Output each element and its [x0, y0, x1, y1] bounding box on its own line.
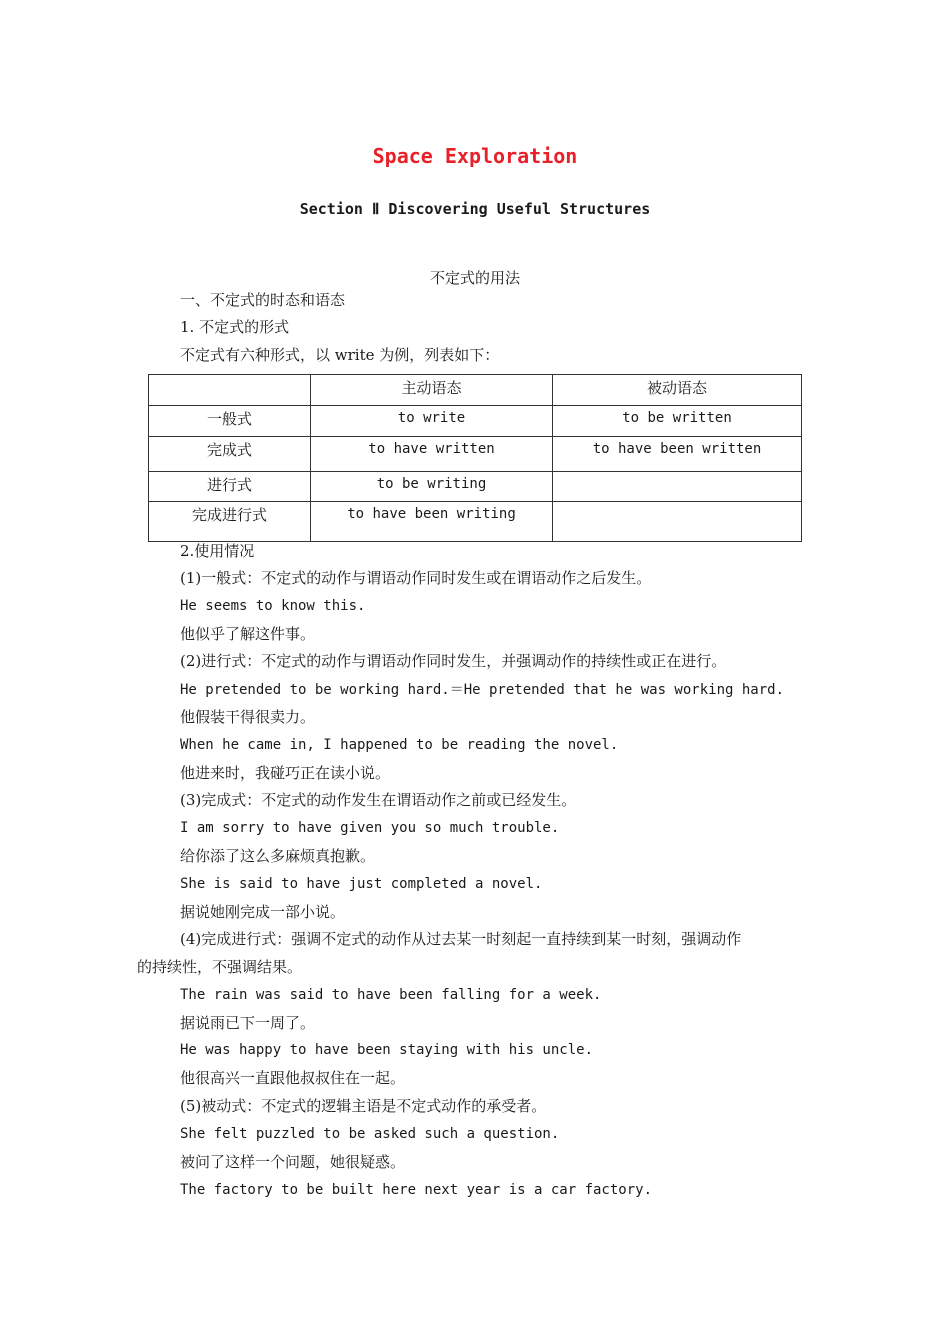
rule-text: (1)一般式：不定式的动作与谓语动作同时发生或在谓语动作之后发生。: [180, 569, 652, 587]
table-cell: to have been writing: [311, 502, 553, 542]
example-sentence: He pretended to be working hard.＝He pretended that he was working hard.: [180, 682, 785, 698]
table-row: [149, 406, 802, 437]
table-cell: [553, 502, 802, 542]
rule-text-continued: 的持续性，不强调结果。: [137, 958, 303, 976]
translation-text: 给你添了这么多麻烦真抱歉。: [180, 847, 376, 865]
example-sentence: He seems to know this.: [180, 598, 366, 614]
example-sentence: She felt puzzled to be asked such a question.: [180, 1126, 560, 1142]
translation-text: 据说她刚完成一部小说。: [180, 903, 346, 921]
table-cell: to be writing: [311, 472, 553, 502]
table-header-row: [149, 375, 802, 406]
table-cell: 完成式: [149, 437, 311, 472]
rule-text: (4)完成进行式：强调不定式的动作从过去某一时刻起一直持续到某一时刻，强调动作: [180, 930, 742, 948]
translation-text: 他似乎了解这件事。: [180, 625, 316, 643]
section-subtitle: Section Ⅱ Discovering Useful Structures: [299, 200, 651, 218]
table-cell: to be written: [553, 406, 802, 437]
translation-text: 被问了这样一个问题，她很疑惑。: [180, 1153, 406, 1171]
table-header-cell: [149, 375, 311, 406]
translation-text: 他很高兴一直跟他叔叔住在一起。: [180, 1069, 406, 1087]
translation-text: 他进来时，我碰巧正在读小说。: [180, 764, 391, 782]
table-header-cell: 被动语态: [553, 375, 802, 406]
example-sentence: When he came in, I happened to be reading the novel.: [180, 737, 619, 753]
table-header-cell: 主动语态: [311, 375, 553, 406]
table-cell: to have been written: [553, 437, 802, 472]
table-row: [149, 502, 802, 542]
table-cell: 一般式: [149, 406, 311, 437]
example-sentence: She is said to have just completed a novel.: [180, 876, 543, 892]
section-heading: 一、不定式的时态和语态: [180, 291, 346, 309]
example-sentence: The factory to be built here next year is a car factory.: [180, 1182, 653, 1198]
table-cell: 完成进行式: [149, 502, 311, 542]
table-cell: 进行式: [149, 472, 311, 502]
rule-text: (2)进行式：不定式的动作与谓语动作同时发生，并强调动作的持续性或正在进行。: [180, 652, 727, 670]
table-row: [149, 472, 802, 502]
usage-heading: 2.使用情况: [180, 542, 255, 560]
table-cell: to write: [311, 406, 553, 437]
table-cell: to have written: [311, 437, 553, 472]
subsection-heading: 1. 不定式的形式: [180, 318, 290, 336]
example-sentence: He was happy to have been staying with his uncle.: [180, 1042, 594, 1058]
rule-text: (5)被动式：不定式的逻辑主语是不定式动作的承受者。: [180, 1097, 547, 1115]
infinitive-forms-table: [148, 374, 802, 542]
rule-text: (3)完成式：不定式的动作发生在谓语动作之前或已经发生。: [180, 791, 577, 809]
table-intro: 不定式有六种形式，以 write 为例，列表如下：: [180, 346, 500, 364]
translation-text: 他假装干得很卖力。: [180, 708, 316, 726]
document-title: Space Exploration: [372, 144, 578, 168]
example-sentence: I am sorry to have given you so much trouble.: [180, 820, 560, 836]
translation-text: 据说雨已下一周了。: [180, 1014, 316, 1032]
example-sentence: The rain was said to have been falling for a week.: [180, 987, 602, 1003]
topic-heading: 不定式的用法: [429, 269, 520, 287]
table-row: [149, 437, 802, 472]
table-cell: [553, 472, 802, 502]
